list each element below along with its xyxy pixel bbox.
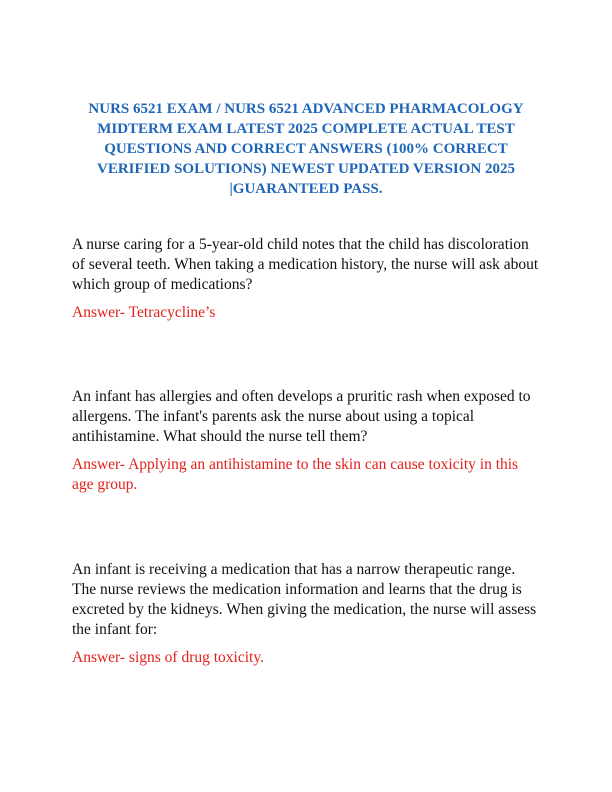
question-text: An infant is receiving a medication that has a narrow therapeutic range. The nurse reviews the medication information and learns that the drug is excreted by the kidneys. When giving the medication, the nurse will assess the infant for: — [72, 561, 537, 638]
qa-item — [72, 560, 542, 668]
answer-text: Answer- signs of drug toxicity. — [72, 649, 264, 666]
question-text: An infant has allergies and often develops a pruritic rash when exposed to allergens. The infant's parents ask the nurse about using a topical antihistamine. What should the nurse tell them? — [72, 388, 531, 445]
qa-item — [72, 387, 542, 495]
answer-text: Answer- Tetracycline’s — [72, 304, 216, 321]
qa-item — [72, 235, 542, 323]
document-title: NURS 6521 EXAM / NURS 6521 ADVANCED PHARMACOLOGY MIDTERM EXAM LATEST 2025 COMPLETE ACTUAL TEST QUESTIONS AND CORRECT ANSWERS (100% CORRECT VERIFIED SOLUTIONS) NEWEST UPDATED VERSION 2025 |GUARANTEED PASS. — [88, 101, 524, 197]
answer-text: Answer- Applying an antihistamine to the skin can cause toxicity in this age group. — [72, 456, 519, 493]
question-text: A nurse caring for a 5-year-old child notes that the child has discoloration of several teeth. When taking a medication history, the nurse will ask about which group of medications? — [72, 236, 539, 293]
